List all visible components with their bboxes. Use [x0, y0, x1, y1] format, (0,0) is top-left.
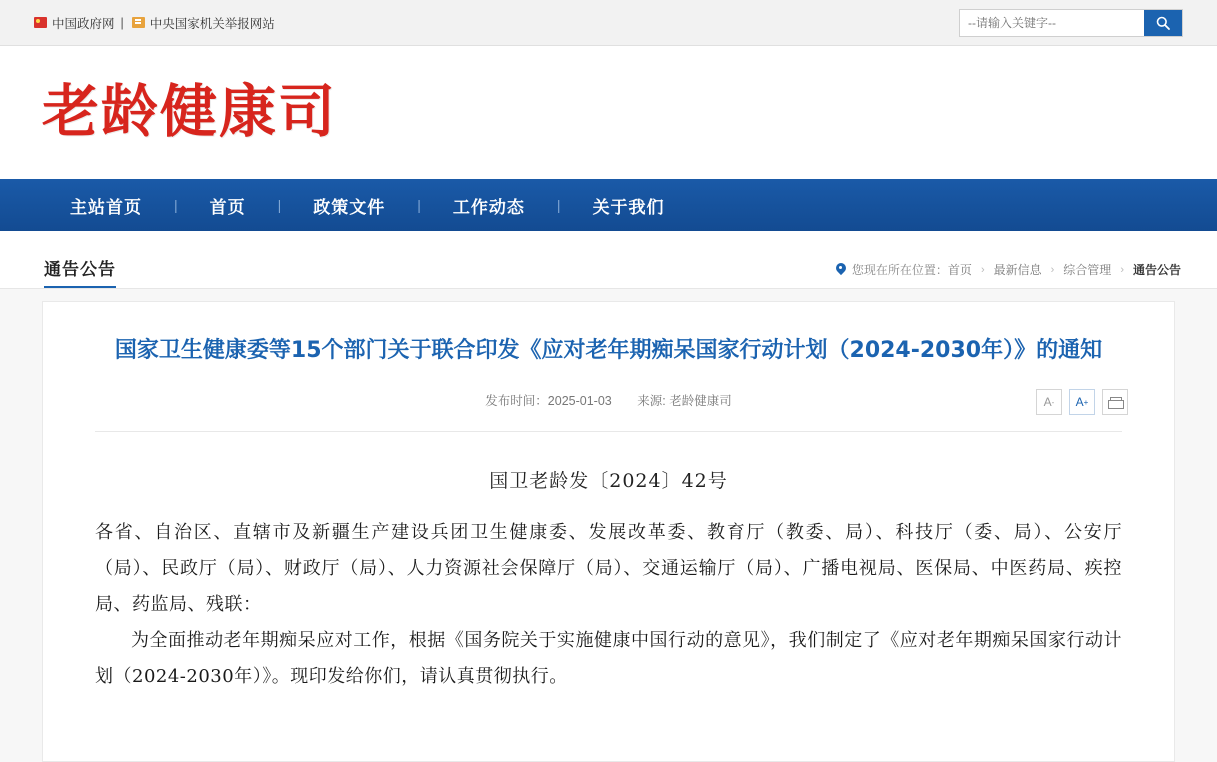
printer-icon	[1108, 397, 1122, 408]
article-tools	[1036, 389, 1128, 415]
topbar-link-gov-label: 中国政府网	[52, 16, 115, 31]
breadcrumb-separator: ›	[980, 263, 985, 276]
breadcrumb-separator: ›	[1120, 263, 1124, 276]
font-increase-button[interactable]: A +	[1069, 389, 1095, 415]
breadcrumb-item-current: 通告公告	[1132, 263, 1181, 277]
print-button[interactable]	[1102, 389, 1128, 415]
breadcrumb-separator: ›	[1050, 263, 1055, 276]
breadcrumb-item-home[interactable]: 首页	[947, 263, 972, 277]
topbar-link-report-label: 中央国家机关举报网站	[149, 16, 275, 31]
page-title: 通告公告	[44, 255, 116, 288]
article-card	[42, 301, 1175, 762]
nav-item-home[interactable]: 首页	[209, 197, 246, 217]
topbar-links	[34, 14, 275, 32]
document-number: 国卫老龄发〔2024〕42号	[489, 470, 728, 492]
article-source: 来源: 老龄健康司	[637, 394, 732, 408]
topbar-separator: |	[120, 15, 124, 30]
topbar-link-report[interactable]	[132, 14, 275, 32]
report-icon	[132, 17, 145, 28]
breadcrumb-item-latest[interactable]: 最新信息	[993, 263, 1042, 277]
site-banner	[0, 46, 1217, 179]
publish-date: 发布时间：2025-01-03	[485, 394, 612, 408]
china-flag-icon	[34, 17, 47, 28]
nav-item-work-news[interactable]: 工作动态	[452, 197, 525, 217]
breadcrumb-item-general-management[interactable]: 综合管理	[1063, 263, 1112, 277]
main-navigation	[0, 179, 1217, 231]
nav-item-policy-documents[interactable]: 政策文件	[313, 197, 386, 217]
search-icon	[1155, 15, 1171, 31]
search-box	[959, 9, 1183, 37]
font-decrease-button[interactable]: A -	[1036, 389, 1062, 415]
nav-item-main-home[interactable]: 主站首页	[70, 197, 142, 217]
article-paragraph: 为全面推动老年期痴呆应对工作，根据《国务院关于实施健康中国行动的意见》，我们制定了《应对老年期痴呆国家行动计划（2024-2030年）》。现印发给你们，请认真贯彻执行。	[95, 630, 1122, 687]
breadcrumb-prefix: 您现在所在位置：	[851, 263, 948, 277]
location-pin-icon	[836, 263, 846, 276]
nav-divider: |	[417, 197, 421, 213]
breadcrumb	[836, 261, 1181, 288]
article-meta	[95, 391, 1122, 425]
site-logo: 老龄健康司	[42, 79, 337, 145]
top-utility-bar	[0, 0, 1217, 46]
article-divider	[95, 431, 1122, 432]
search-button[interactable]	[1144, 10, 1182, 36]
article-title: 国家卫生健康委等15个部门关于联合印发《应对老年期痴呆国家行动计划（2024-2030年）》的通知	[114, 338, 1103, 363]
article-content	[95, 515, 1122, 695]
article-paragraph: 各省、自治区、直辖市及新疆生产建设兵团卫生健康委、发展改革委、教育厅（教委、局）、科技厅（委、局）、公安厅（局）、民政厅（局）、财政厅（局）、人力资源社会保障厅（局）、交通运输厅（局）、广播电视局、医保局、中医药局、疾控局、药监局、残联：	[95, 522, 1122, 615]
column-header-bar	[0, 231, 1217, 289]
search-input[interactable]	[960, 10, 1144, 36]
page-body	[0, 289, 1217, 762]
nav-divider: |	[556, 197, 561, 213]
nav-item-about-us[interactable]: 关于我们	[592, 197, 665, 217]
nav-divider: |	[277, 197, 282, 213]
nav-divider: |	[174, 197, 178, 213]
topbar-link-gov[interactable]	[34, 14, 115, 32]
